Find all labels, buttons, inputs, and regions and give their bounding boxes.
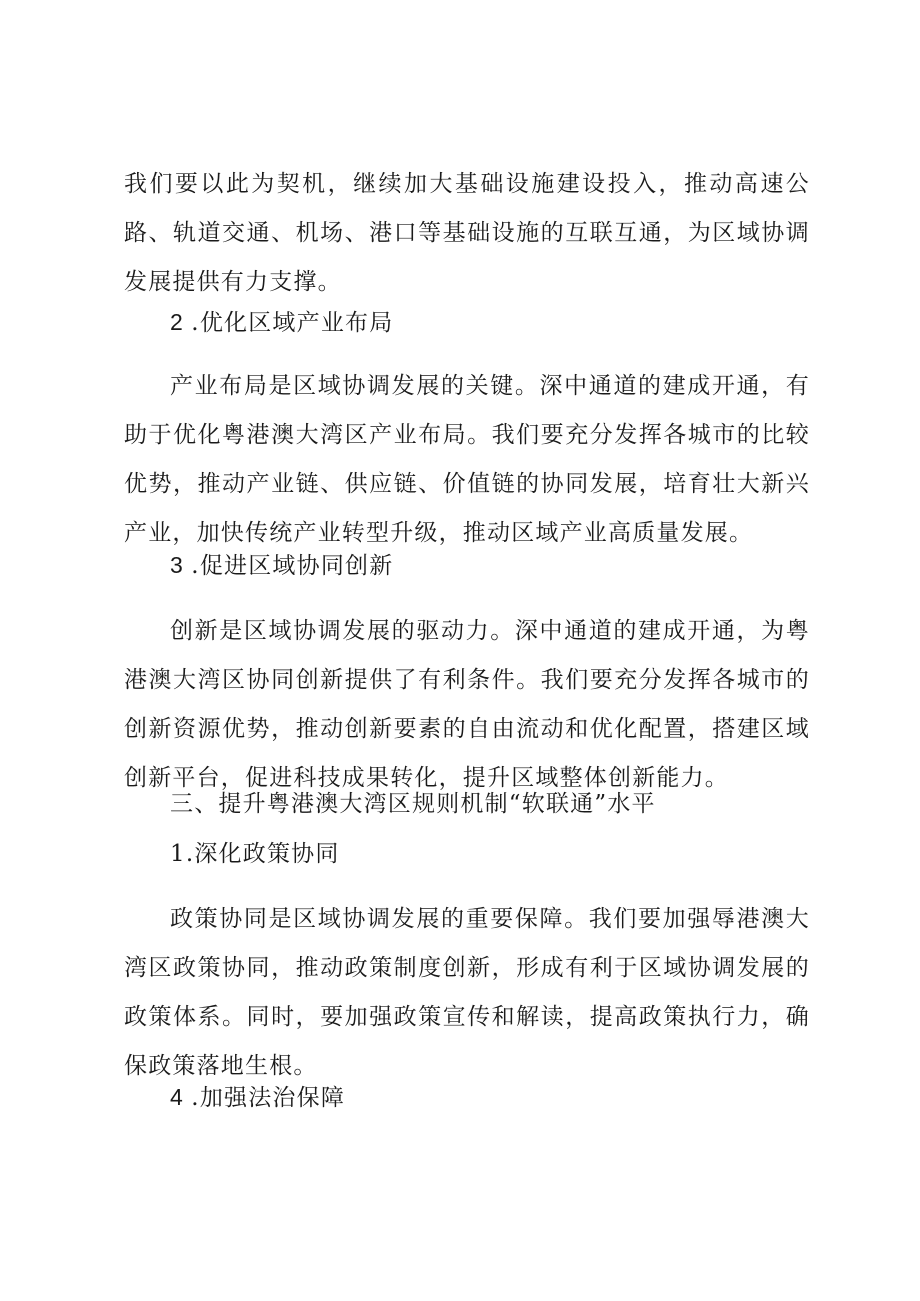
heading-label: .加强法治保障 — [182, 1085, 346, 1111]
heading-label: .促进区域协同创新 — [182, 553, 394, 579]
heading-number: 2 — [170, 309, 183, 335]
heading-number: 4 — [170, 1084, 183, 1110]
heading-collaborative-innovation — [170, 541, 393, 591]
heading-industry-layout — [170, 298, 393, 348]
heading-label: .优化区域产业布局 — [182, 310, 394, 336]
heading-rule-of-law — [170, 1073, 345, 1123]
paragraph-policy-coordination: 政策协同是区域协调发展的重要保障。我们要加强辱港澳大湾区政策协同，推动政策制度创新，形成有利于区域协调发展的政策体系。同时，要加强政策宣传和解读，提高政策执行力，确保政策落地生根。 — [124, 906, 810, 1079]
heading-policy-coordination: 1.深化政策协同 — [170, 841, 340, 867]
paragraph-industry-layout: 产业布局是区域协调发展的关键。深中通道的建成开通，有助于优化粤港澳大湾区产业布局。我们要充分发挥各城市的比较优势，推动产业链、供应链、价值链的协同发展，培育壮大新兴产业，加快传统产业转型升级，推动区域产业高质量发展。 — [124, 373, 810, 546]
heading-number: 3 — [170, 552, 183, 578]
paragraph-collaborative-innovation: 创新是区域协调发展的驱动力。深中通道的建成开通，为粤港澳大湾区协同创新提供了有利条件。我们要充分发挥各城市的创新资源优势，推动创新要素的自由流动和优化配置，搭建区域创新平台，促进科技成果转化，提升区域整体创新能力。 — [124, 618, 810, 791]
section-heading-soft-connectivity: 三、提升粤港澳大湾区规则机制“软联通”水平 — [170, 791, 656, 817]
paragraph-infrastructure: 我们要以此为契机，继续加大基础设施建设投入，推动高速公路、轨道交通、机场、港口等基础设施的互联互通，为区域协调发展提供有力支撑。 — [124, 171, 810, 295]
